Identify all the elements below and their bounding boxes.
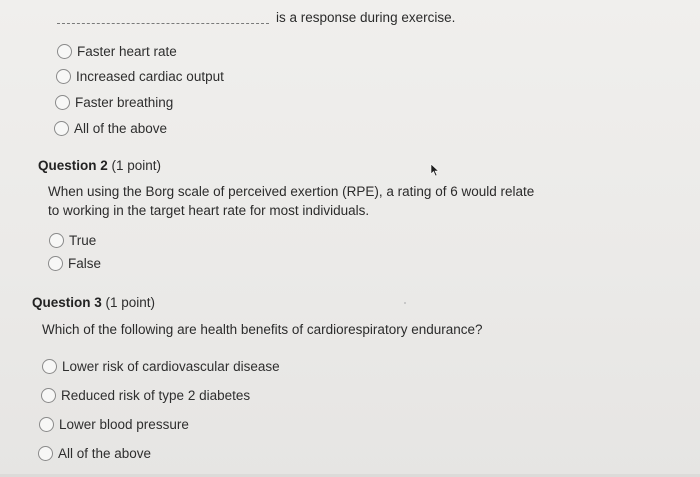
option-label: Increased cardiac output — [76, 68, 224, 84]
question1-option-4[interactable] — [54, 118, 167, 138]
question-heading: Question 3 — [32, 295, 102, 310]
radio-button[interactable] — [39, 417, 54, 432]
radio-button[interactable] — [56, 69, 71, 84]
question2-text: When using the Borg scale of perceived exertion (RPE), a rating of 6 would relate to working in the target heart rate for most individuals. — [48, 184, 535, 218]
option-label: True — [69, 232, 97, 248]
radio-button[interactable] — [57, 44, 72, 59]
question3-option-2[interactable] — [41, 385, 250, 405]
question1-option-2[interactable] — [56, 66, 224, 86]
option-label: Reduced risk of type 2 diabetes — [61, 387, 251, 403]
question2-option-true[interactable] — [49, 230, 96, 250]
radio-button[interactable] — [38, 446, 53, 461]
option-label: Lower blood pressure — [59, 416, 189, 432]
radio-button[interactable] — [48, 256, 63, 271]
question1-option-3[interactable] — [55, 92, 173, 112]
radio-button[interactable] — [42, 359, 57, 374]
radio-button[interactable] — [55, 95, 70, 110]
question-heading: Question 2 — [38, 158, 108, 173]
option-label: False — [68, 255, 102, 271]
radio-button[interactable] — [49, 233, 64, 248]
radio-button[interactable] — [41, 388, 56, 403]
option-label: All of the above — [58, 445, 152, 461]
screen-speck — [404, 302, 406, 304]
fill-in-blank-line — [57, 23, 269, 24]
mouse-cursor-icon — [430, 163, 440, 177]
question3-option-3[interactable] — [39, 414, 189, 434]
option-label: Faster heart rate — [77, 43, 177, 59]
question3-title — [32, 295, 155, 310]
question3-text: Which of the following are health benefits of cardiorespiratory endurance? — [42, 322, 483, 337]
question1-option-1[interactable] — [57, 41, 177, 61]
option-label: Lower risk of cardiovascular disease — [62, 358, 280, 374]
question-points: (1 point) — [105, 295, 156, 310]
question1-stem: is a response during exercise. — [276, 10, 456, 25]
question2-option-false[interactable] — [48, 253, 101, 273]
option-label: All of the above — [74, 120, 168, 136]
question3-option-1[interactable] — [42, 356, 280, 376]
question-points: (1 point) — [111, 158, 162, 173]
radio-button[interactable] — [54, 121, 69, 136]
option-label: Faster breathing — [75, 94, 174, 110]
question2-title — [38, 158, 161, 173]
question3-option-4[interactable] — [38, 443, 151, 463]
